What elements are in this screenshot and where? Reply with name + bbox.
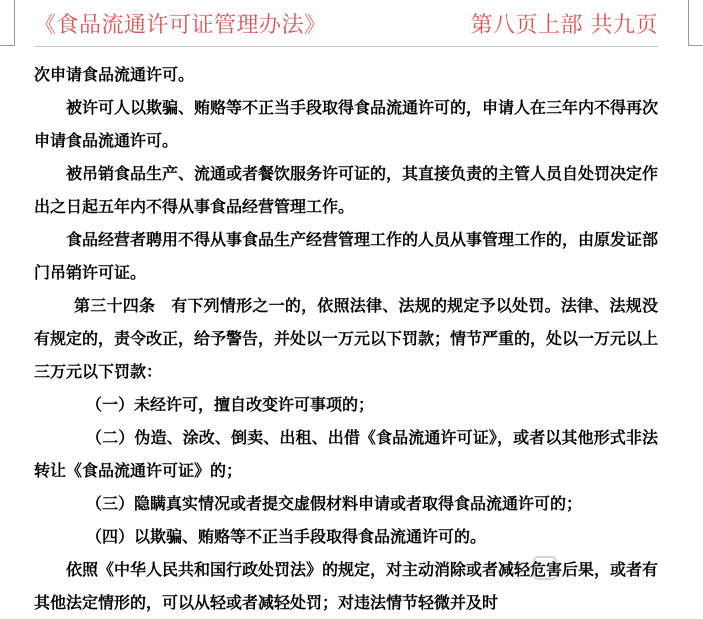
paragraph: 次申请食品流通许可。 [34,65,195,84]
crop-mark-left [0,0,20,46]
paragraph: 被吊销食品生产、流通或者餐饮服务许可证的，其直接负责的主管人员自处罚决定作出之日起五年内不得从事食品经营管理工作。 [34,164,659,216]
paragraph: 被许可人以欺骗、贿赂等不正当手段取得食品流通许可的，申请人在三年内不得再次申请食品流通许可。 [34,98,659,150]
header-page-info: 第八页上部 共九页 [470,13,658,38]
watermark-icon [533,556,557,580]
list-item: （二）伪造、涂改、倒卖、出租、出借《食品流通许可证》，或者以其他形式非法转让《食品流通许可证》的； [34,428,658,480]
paragraph: 食品经营者聘用不得从事食品生产经营管理工作的人员从事管理工作的，由原发证部门吊销许可证。 [34,230,659,282]
article-number: 第三十四条 [74,296,156,315]
list-item: （四）以欺骗、贿赂等不正当手段取得食品流通许可的。 [86,527,487,546]
list-item: （一）未经许可，擅自改变许可事项的； [86,395,375,414]
closing-paragraph: 依照《中华人民共和国行政处罚法》的规定，对主动消除或者减轻危害后果，或者有其他法定情形的，可以从轻或者减轻处罚；对违法情节轻微并及时 [34,560,659,612]
watermark-logo [533,554,663,584]
article-paragraph [34,289,658,388]
page-header [34,8,658,42]
document-body [34,58,658,619]
header-title: 《食品流通许可证管理办法》 [34,13,327,38]
header-divider [34,46,658,47]
list-item: （三）隐瞒真实情况或者提交虚假材料申请或者取得食品流通许可的； [86,494,583,513]
article-text: 有下列情形之一的，依照法律、法规的规定予以处罚。法律、法规没有规定的，责令改正，给予警告，并处以一万元以下罚款；情节严重的，处以一万元以上三万元以下罚款： [34,296,659,381]
crop-mark-right [683,0,703,46]
